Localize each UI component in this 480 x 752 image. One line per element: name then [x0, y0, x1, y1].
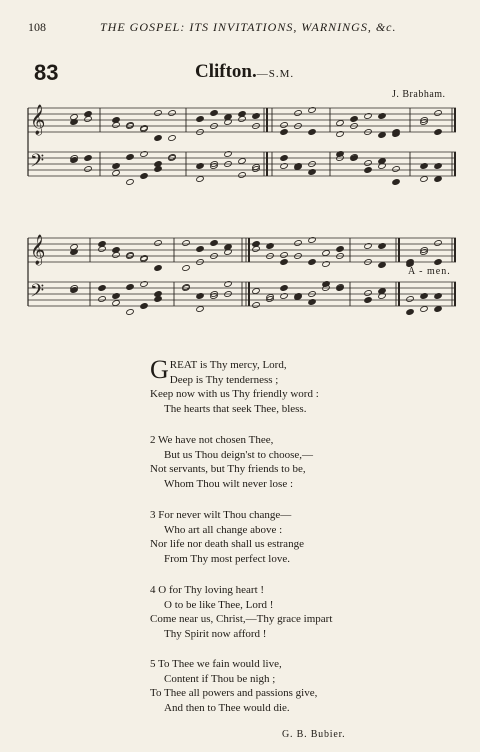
note-head — [196, 116, 204, 123]
note-head — [126, 284, 134, 291]
page-number: 108 — [28, 20, 46, 34]
note-head — [308, 129, 316, 136]
verse-4 — [150, 583, 332, 641]
verse-line: To Thee all powers and passions give, — [150, 687, 318, 699]
note-head — [238, 172, 246, 179]
treble-clef: 𝄞 — [30, 105, 46, 135]
note-head — [280, 122, 288, 129]
note-head — [84, 166, 92, 173]
verse-2 — [150, 433, 313, 491]
note-head — [252, 302, 260, 309]
note-head — [364, 160, 372, 167]
note-head — [280, 252, 288, 259]
note-head — [98, 285, 106, 292]
note-head — [322, 250, 330, 257]
note-head — [196, 163, 204, 170]
note-head — [364, 113, 372, 120]
note-head — [182, 240, 190, 247]
note-head — [420, 176, 428, 183]
verse-line: Not servants, but Thy friends to be, — [150, 463, 306, 475]
note-head — [420, 293, 428, 300]
note-head — [154, 240, 162, 247]
note-head — [182, 265, 190, 272]
note-head — [364, 297, 372, 304]
verse-line: O to be like Thee, Lord ! — [164, 598, 274, 611]
verse-line: Come near us, Christ,—Thy grace impart — [150, 613, 333, 625]
note-head — [308, 237, 316, 244]
treble-clef: 𝄞 — [30, 235, 46, 265]
note-head — [196, 246, 204, 253]
note-head — [140, 281, 148, 288]
note-head — [154, 135, 162, 142]
note-head — [308, 169, 316, 176]
note-head — [168, 135, 176, 142]
note-head — [364, 290, 372, 297]
verse-line: Content if Thou be nigh ; — [164, 672, 276, 685]
note-head — [84, 155, 92, 162]
verse-line: Whom Thou wilt never lose : — [164, 477, 294, 490]
note-head — [140, 173, 148, 180]
verse-3 — [150, 508, 304, 566]
verse-line: From Thy most perfect love. — [164, 552, 290, 565]
running-title: THE GOSPEL: ITS INVITATIONS, WARNINGS, &c. — [100, 20, 397, 34]
note-head — [378, 132, 386, 139]
music-score-system-1 — [24, 100, 464, 190]
note-head — [126, 179, 134, 186]
note-head — [252, 113, 260, 120]
note-head — [112, 163, 120, 170]
hymn-number: 83 — [34, 60, 59, 85]
note-head — [280, 285, 288, 292]
note-head — [434, 129, 442, 136]
note-head — [364, 243, 372, 250]
verse-line: 2 We have not chosen Thee, — [150, 434, 274, 446]
hymn-author: G. B. Bubier. — [282, 729, 346, 740]
music-score-system-2 — [24, 230, 464, 320]
verse-5 — [150, 657, 317, 715]
note-head — [252, 288, 260, 295]
drop-cap: G — [150, 355, 169, 384]
note-head — [196, 306, 204, 313]
note-head — [378, 113, 386, 120]
note-head — [266, 243, 274, 250]
note-head — [294, 240, 302, 247]
verse-line: And then to Thee would die. — [164, 701, 290, 714]
note-head — [406, 296, 414, 303]
tune-name: Clifton. — [195, 61, 257, 82]
note-head — [238, 158, 246, 165]
note-head — [434, 163, 442, 170]
bass-clef: 𝄢 — [30, 151, 45, 176]
page-header — [28, 20, 458, 38]
note-head — [280, 129, 288, 136]
note-head — [196, 176, 204, 183]
note-head — [308, 259, 316, 266]
note-head — [140, 151, 148, 158]
note-head — [224, 151, 232, 158]
tune-meter: —S.M. — [256, 68, 295, 80]
note-head — [140, 303, 148, 310]
note-head — [224, 281, 232, 288]
note-head — [154, 265, 162, 272]
note-head — [336, 246, 344, 253]
note-head — [434, 176, 442, 183]
note-head — [210, 110, 218, 117]
note-head — [154, 110, 162, 117]
note-head — [406, 309, 414, 316]
verse-line: 4 O for Thy loving heart ! — [150, 584, 265, 596]
composer: J. Brabham. — [392, 89, 446, 100]
note-head — [322, 261, 330, 268]
note-head — [308, 107, 316, 114]
note-head — [168, 110, 176, 117]
note-head — [350, 116, 358, 123]
note-head — [280, 259, 288, 266]
note-head — [392, 179, 400, 186]
note-head — [126, 154, 134, 161]
verse-line: REAT is Thy mercy, Lord, — [169, 359, 287, 371]
note-head — [336, 131, 344, 138]
verse-line: 3 For never wilt Thou change— — [150, 509, 292, 521]
note-head — [112, 170, 120, 177]
note-head — [378, 243, 386, 250]
note-head — [434, 259, 442, 266]
bass-clef: 𝄢 — [30, 281, 45, 306]
verse-line: 5 To Thee we fain would live, — [150, 658, 282, 670]
verse-line: Deep is Thy tenderness ; — [169, 373, 279, 386]
note-head — [420, 163, 428, 170]
note-head — [434, 306, 442, 313]
note-head — [434, 110, 442, 117]
note-head — [112, 293, 120, 300]
note-head — [98, 296, 106, 303]
note-head — [126, 309, 134, 316]
note-head — [308, 299, 316, 306]
note-head — [280, 293, 288, 300]
note-head — [378, 262, 386, 269]
verse-line: Thy Spirit now afford ! — [164, 627, 267, 640]
amen-label: A - men. — [408, 266, 451, 277]
note-head — [336, 120, 344, 127]
verse-line: Nor life nor death shall us estrange — [150, 538, 304, 550]
note-head — [294, 110, 302, 117]
note-head — [196, 293, 204, 300]
note-head — [434, 240, 442, 247]
verse-line: Who art all change above : — [164, 523, 283, 536]
verse-line: But us Thou deign'st to choose,— — [164, 448, 314, 461]
note-head — [112, 300, 120, 307]
note-head — [434, 293, 442, 300]
note-head — [280, 155, 288, 162]
verse-line: Keep now with us Thy friendly word : — [150, 388, 319, 400]
tune-title — [195, 61, 294, 83]
note-head — [364, 167, 372, 174]
note-head — [420, 306, 428, 313]
verse-1 — [150, 355, 319, 416]
verse-line: The hearts that seek Thee, bless. — [164, 402, 307, 415]
note-head — [280, 163, 288, 170]
note-head — [210, 240, 218, 247]
note-head — [392, 166, 400, 173]
